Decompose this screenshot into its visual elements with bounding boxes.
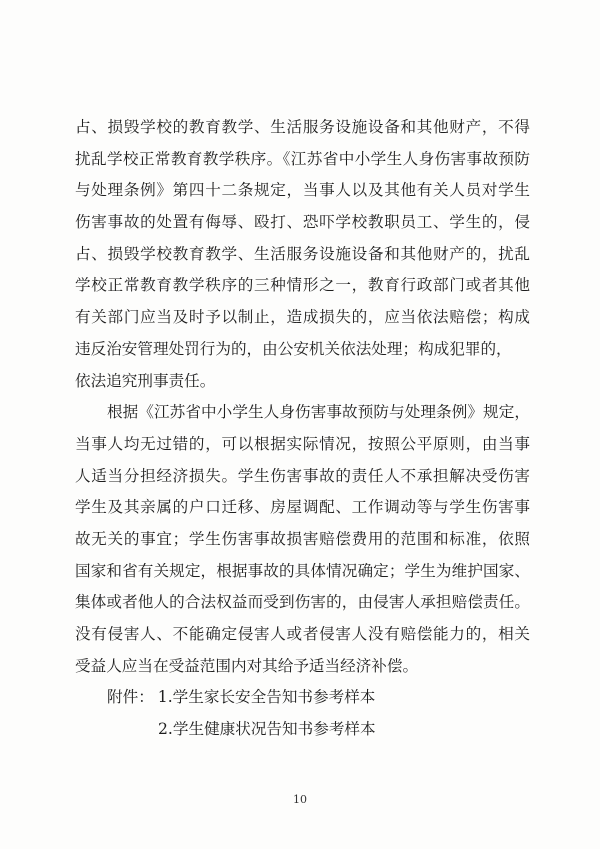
attachment-line (75, 714, 530, 746)
paragraph-line: 故无关的事宜；学生伤害事故损害赔偿费用的范围和标准，依照 (75, 529, 530, 548)
document-body (75, 112, 530, 746)
paragraph-line: 当事人均无过错的，可以根据实际情况，按照公平原则，由当事 (75, 434, 530, 453)
paragraph-2 (75, 397, 530, 682)
attachment-item: 1.学生家长安全告知书参考样本 (157, 688, 376, 707)
paragraph-line: 受益人应当在受益范围内对其给予适当经济补偿。 (75, 656, 419, 675)
paragraph-line: 人适当分担经济损失。学生伤害事故的责任人不承担解决受伤害 (75, 466, 530, 485)
paragraph-line: 根据《江苏省中小学生人身伤害事故预防与处理条例》规定， (107, 403, 530, 422)
page-number: 10 (293, 793, 307, 806)
paragraph-line: 学生及其亲属的户口迁移、房屋调配、工作调动等与学生伤害事 (75, 498, 530, 517)
paragraph-line: 集体或者他人的合法权益而受到伤害的，由侵害人承担赔偿责任。 (75, 593, 530, 612)
paragraph-line: 伤害事故的处置有侮辱、殴打、恐吓学校教职员工、学生的，侵 (75, 213, 530, 232)
paragraph-line: 占、损毁学校教育教学、生活服务设施设备和其他财产的，扰乱 (75, 244, 530, 263)
paragraph-line: 与处理条例》第四十二条规定，当事人以及其他有关人员对学生 (75, 181, 530, 200)
attachments-label: 附件： (107, 688, 154, 707)
paragraph-line: 占、损毁学校的教育教学、生活服务设施设备和其他财产，不得 (75, 118, 530, 136)
attachments-block (75, 682, 530, 745)
paragraph-line: 国家和省有关规定，根据事故的具体情况确定；学生为维护国家、 (75, 561, 530, 580)
paragraph-line: 扰乱学校正常教育教学秩序。《江苏省中小学生人身伤害事故预防 (75, 149, 530, 168)
paragraph-line: 学校正常教育教学秩序的三种情形之一，教育行政部门或者其他 (75, 276, 530, 295)
paragraph-line: 依法追究刑事责任。 (75, 371, 216, 390)
attachment-line (75, 682, 530, 714)
paragraph-1 (75, 112, 530, 397)
paragraph-line: 违反治安管理处罚行为的，由公安机关依法处理；构成犯罪的， (75, 339, 512, 358)
paragraph-line: 有关部门应当及时予以制止，造成损失的，应当依法赔偿；构成 (75, 308, 530, 327)
attachment-item: 2.学生健康状况告知书参考样本 (158, 720, 376, 739)
paragraph-line: 没有侵害人、不能确定侵害人或者侵害人没有赔偿能力的，相关 (75, 625, 530, 643)
